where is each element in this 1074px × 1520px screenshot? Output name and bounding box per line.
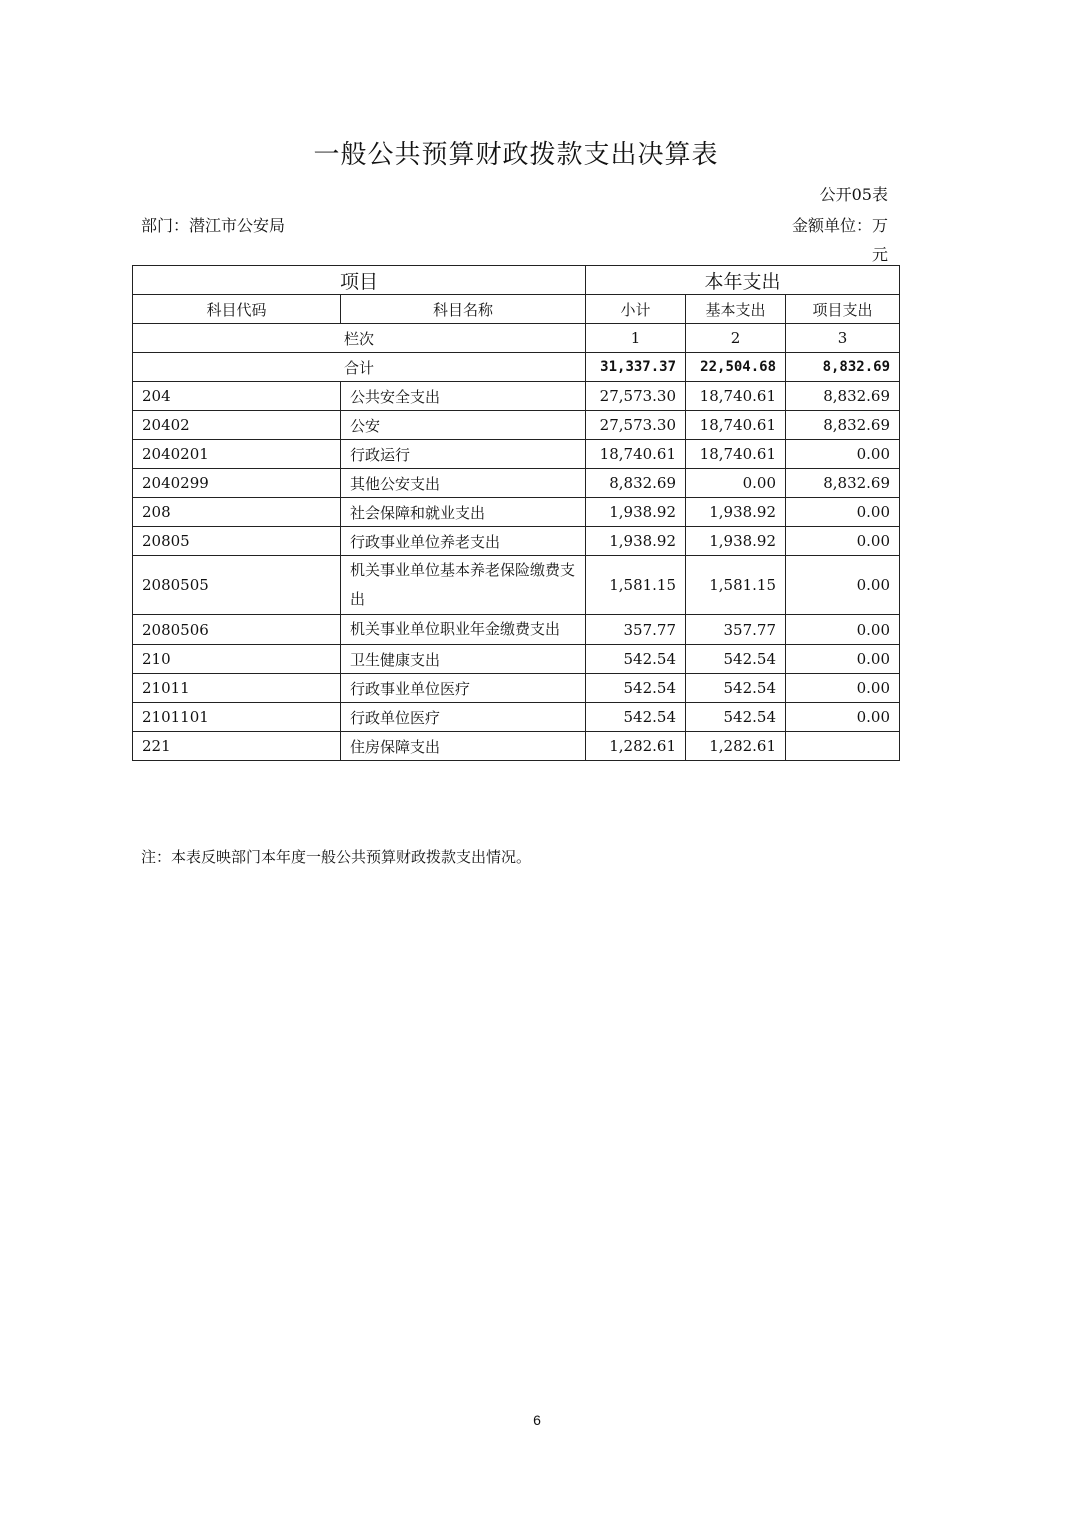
column-header-basic: 基本支出	[686, 295, 786, 324]
cell-subtotal: 542.54	[586, 674, 686, 703]
column-index-2: 2	[686, 324, 786, 353]
table-row	[133, 527, 900, 556]
column-index-row	[133, 324, 900, 353]
cell-subtotal: 1,938.92	[586, 527, 686, 556]
table-row	[133, 645, 900, 674]
table-note: 注：本表反映部门本年度一般公共预算财政拨款支出情况。	[141, 848, 532, 866]
cell-code: 2101101	[133, 703, 341, 732]
cell-name: 机关事业单位基本养老保险缴费支出	[341, 556, 586, 615]
cell-name: 公共安全支出	[341, 382, 586, 411]
table-row	[133, 703, 900, 732]
cell-name: 行政事业单位医疗	[341, 674, 586, 703]
column-header-name: 科目名称	[341, 295, 586, 324]
cell-project: 0.00	[786, 527, 900, 556]
cell-basic: 1,581.15	[686, 556, 786, 615]
cell-name: 公安	[341, 411, 586, 440]
cell-project: 0.00	[786, 674, 900, 703]
department-label: 部门：潜江市公安局	[141, 216, 286, 235]
cell-project	[786, 732, 900, 761]
cell-code: 20805	[133, 527, 341, 556]
cell-code: 21011	[133, 674, 341, 703]
cell-project: 0.00	[786, 556, 900, 615]
cell-name: 住房保障支出	[341, 732, 586, 761]
cell-name: 机关事业单位职业年金缴费支出	[341, 615, 586, 645]
cell-name: 卫生健康支出	[341, 645, 586, 674]
table-row	[133, 556, 900, 615]
cell-project: 0.00	[786, 440, 900, 469]
cell-basic: 18,740.61	[686, 411, 786, 440]
cell-code: 221	[133, 732, 341, 761]
table-row	[133, 615, 900, 645]
cell-name: 其他公安支出	[341, 469, 586, 498]
cell-project: 0.00	[786, 645, 900, 674]
group-header-row	[133, 266, 900, 295]
page-number: 6	[533, 1412, 541, 1428]
cell-basic: 1,938.92	[686, 527, 786, 556]
table-row	[133, 440, 900, 469]
total-subtotal: 31,337.37	[586, 353, 686, 382]
cell-code: 210	[133, 645, 341, 674]
cell-subtotal: 27,573.30	[586, 382, 686, 411]
cell-basic: 542.54	[686, 703, 786, 732]
page-title: 一般公共预算财政拨款支出决算表	[313, 140, 719, 170]
cell-code: 2040201	[133, 440, 341, 469]
cell-code: 20402	[133, 411, 341, 440]
column-header-project: 项目支出	[786, 295, 900, 324]
cell-basic: 542.54	[686, 674, 786, 703]
cell-subtotal: 1,581.15	[586, 556, 686, 615]
cell-basic: 18,740.61	[686, 440, 786, 469]
cell-project: 0.00	[786, 703, 900, 732]
cell-subtotal: 357.77	[586, 615, 686, 645]
column-index-3: 3	[786, 324, 900, 353]
table-row	[133, 411, 900, 440]
column-header-row	[133, 295, 900, 324]
cell-basic: 0.00	[686, 469, 786, 498]
table-row	[133, 498, 900, 527]
cell-code: 208	[133, 498, 341, 527]
cell-subtotal: 8,832.69	[586, 469, 686, 498]
budget-table	[132, 265, 900, 761]
cell-name: 行政运行	[341, 440, 586, 469]
cell-subtotal: 1,282.61	[586, 732, 686, 761]
column-index-label: 栏次	[133, 324, 586, 353]
cell-basic: 542.54	[686, 645, 786, 674]
cell-basic: 1,938.92	[686, 498, 786, 527]
column-index-1: 1	[586, 324, 686, 353]
cell-basic: 18,740.61	[686, 382, 786, 411]
column-header-code: 科目代码	[133, 295, 341, 324]
table-row	[133, 732, 900, 761]
cell-project: 8,832.69	[786, 411, 900, 440]
table-row	[133, 382, 900, 411]
cell-subtotal: 27,573.30	[586, 411, 686, 440]
cell-code: 2080506	[133, 615, 341, 645]
cell-project: 0.00	[786, 615, 900, 645]
column-header-subtotal: 小计	[586, 295, 686, 324]
amount-unit-label: 金额单位：万元	[791, 216, 888, 264]
table-row	[133, 469, 900, 498]
cell-name: 行政单位医疗	[341, 703, 586, 732]
cell-code: 2080505	[133, 556, 341, 615]
cell-project: 8,832.69	[786, 382, 900, 411]
group-header-item: 项目	[133, 266, 586, 295]
cell-subtotal: 1,938.92	[586, 498, 686, 527]
total-project: 8,832.69	[786, 353, 900, 382]
total-row	[133, 353, 900, 382]
cell-name: 社会保障和就业支出	[341, 498, 586, 527]
cell-name: 行政事业单位养老支出	[341, 527, 586, 556]
table-row	[133, 674, 900, 703]
cell-subtotal: 542.54	[586, 645, 686, 674]
group-header-this-year: 本年支出	[586, 266, 900, 295]
cell-code: 204	[133, 382, 341, 411]
cell-subtotal: 542.54	[586, 703, 686, 732]
total-basic: 22,504.68	[686, 353, 786, 382]
cell-project: 8,832.69	[786, 469, 900, 498]
form-number: 公开05表	[819, 185, 888, 204]
cell-subtotal: 18,740.61	[586, 440, 686, 469]
total-label: 合计	[133, 353, 586, 382]
cell-code: 2040299	[133, 469, 341, 498]
cell-project: 0.00	[786, 498, 900, 527]
cell-basic: 357.77	[686, 615, 786, 645]
cell-basic: 1,282.61	[686, 732, 786, 761]
